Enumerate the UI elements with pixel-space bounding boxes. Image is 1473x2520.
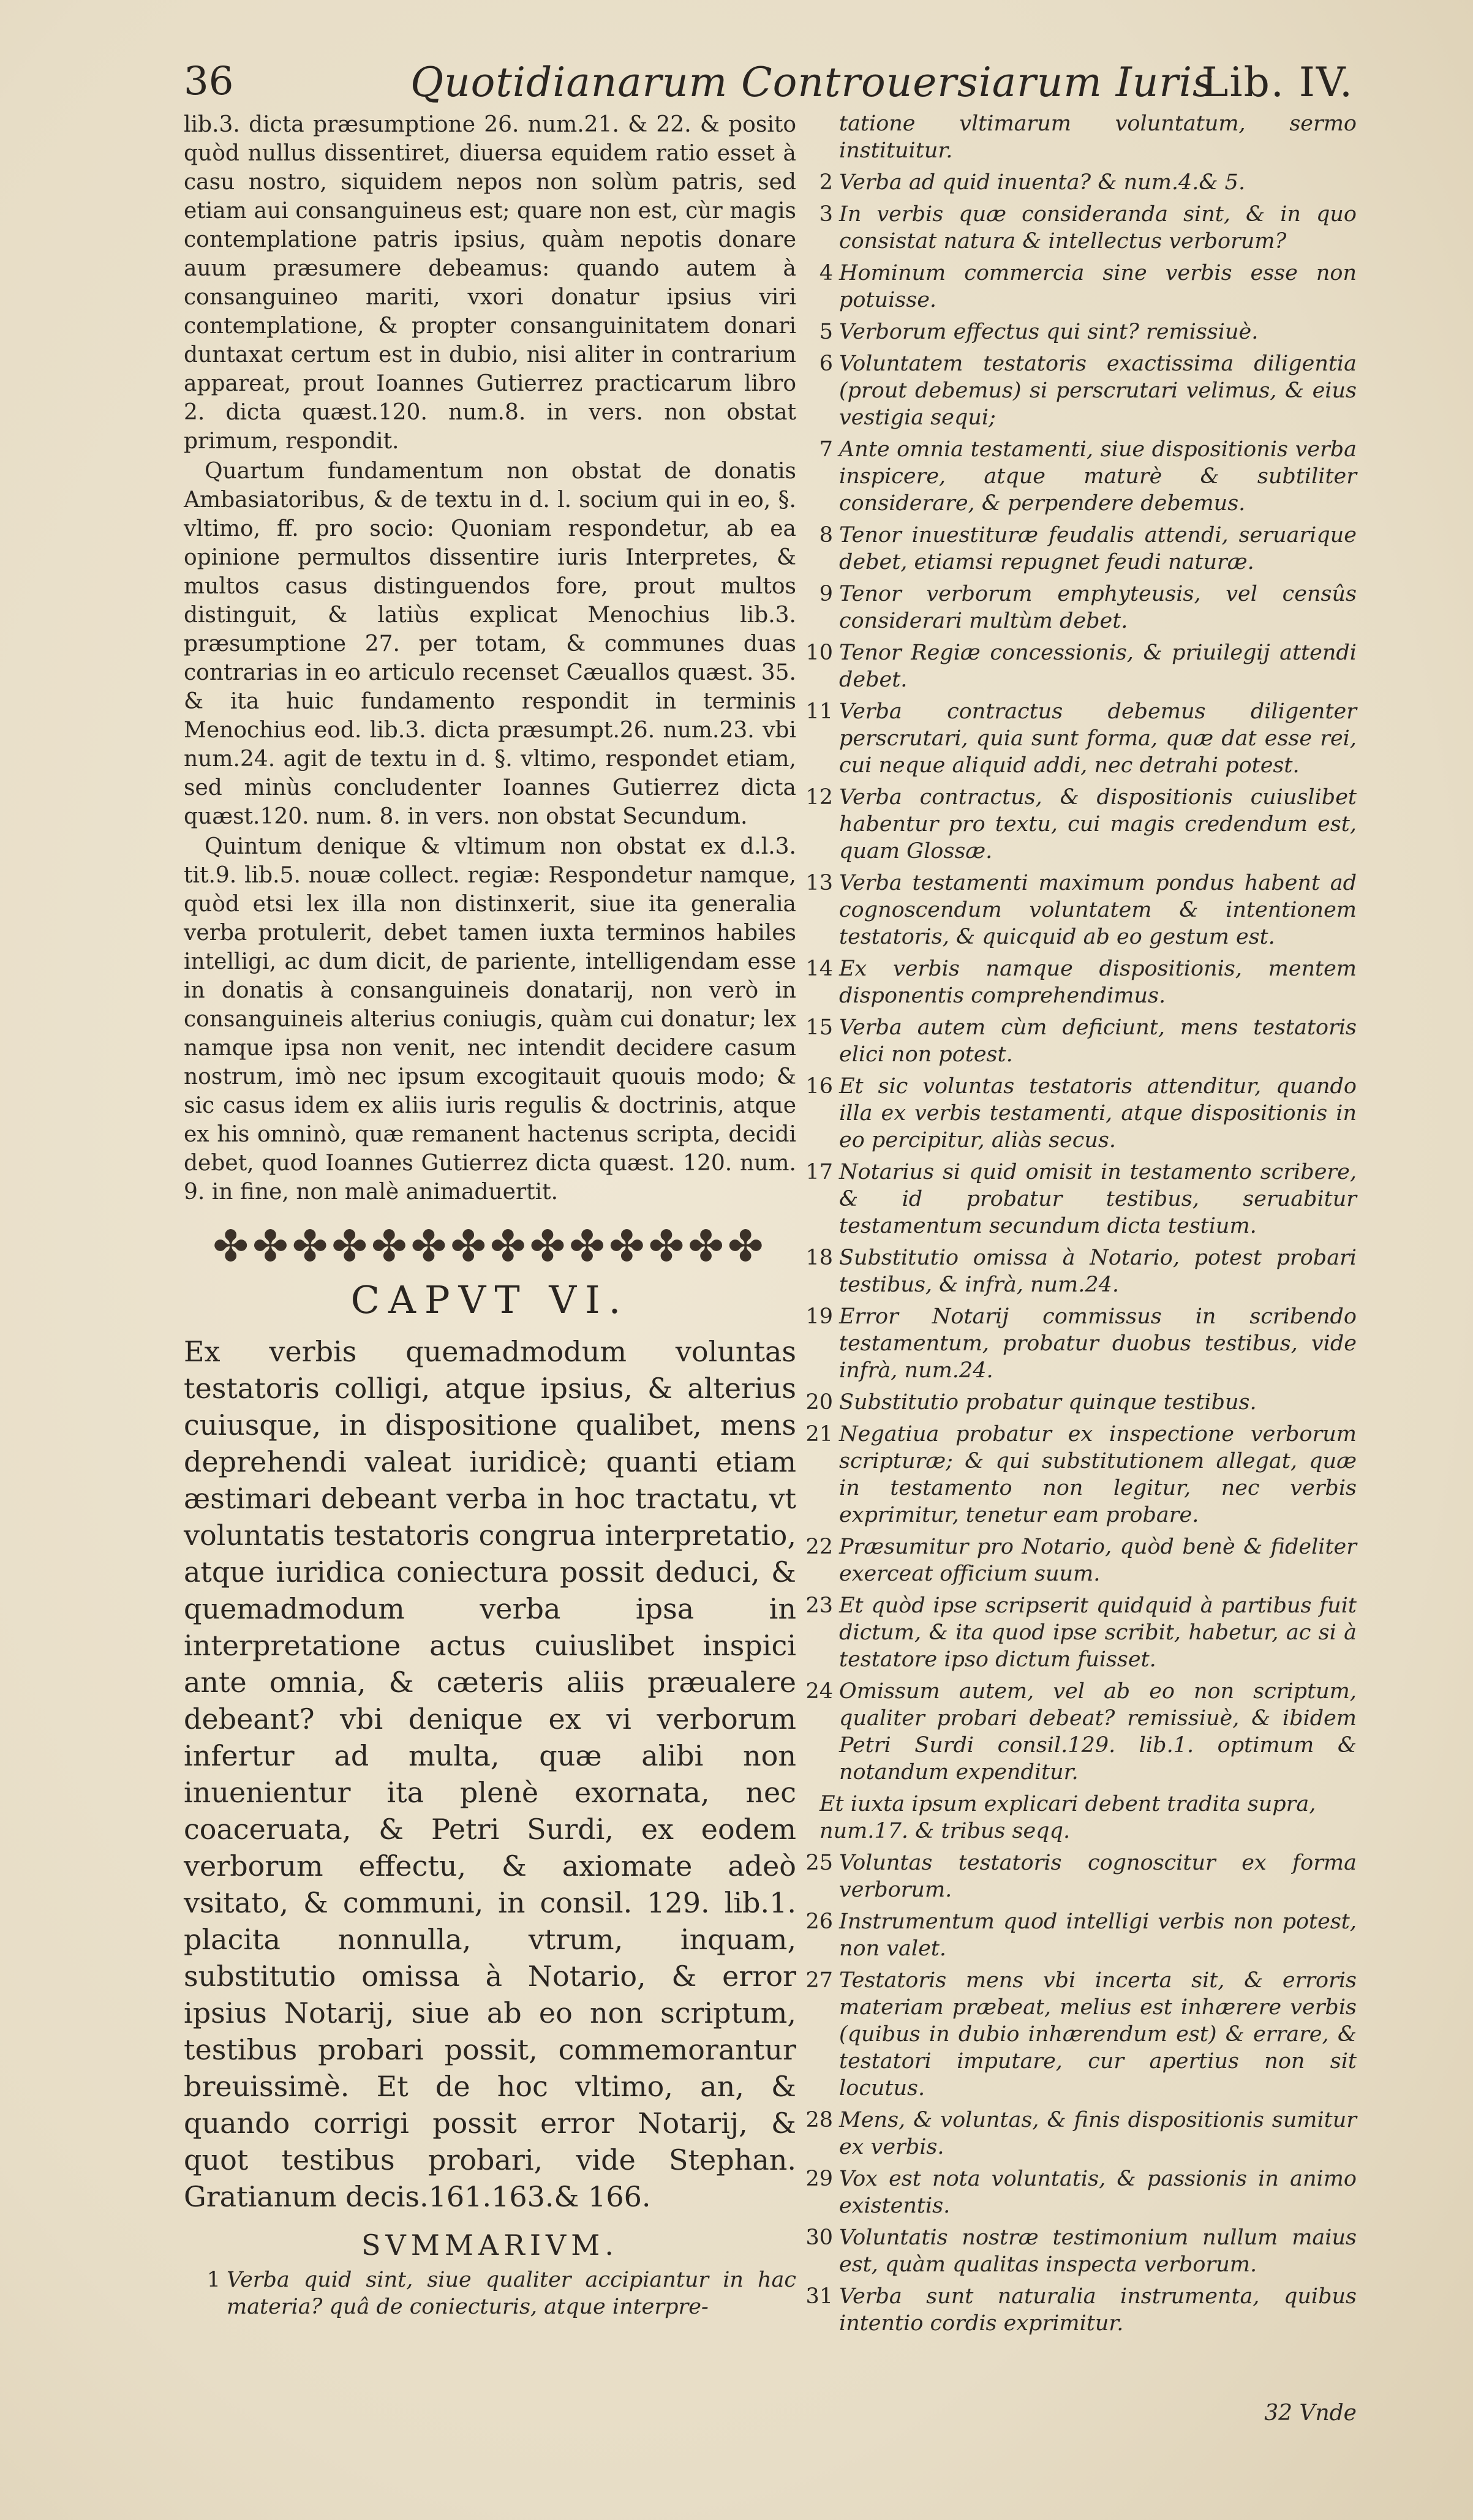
summary-item-number: 3 — [819, 202, 833, 227]
summary-item-text: Et quòd ipse scripserit quidquid à partibus fuit dictum, & ita quod ipse scribit, habetur, ac si à testatore ipso dictum fuisset. — [839, 1593, 1357, 1672]
summary-item-number: 5 — [819, 320, 833, 344]
summary-item — [796, 522, 1357, 576]
summary-item-text: Notarius si quid omisit in testamento scribere, & id probatur testibus, seruabitur testamentum secundum dicta testium. — [839, 1160, 1357, 1238]
summary-item — [796, 2224, 1357, 2278]
summary-item-number: 17 — [805, 1160, 833, 1184]
summary-item — [796, 436, 1357, 517]
summary-item-text: Tenor verborum emphyteusis, vel censûs considerari multùm debet. — [839, 582, 1357, 633]
summary-item-number: 21 — [805, 1422, 833, 1446]
summary-item-text: Testatoris mens vbi incerta sit, & erroris materiam præbeat, melius est inhærere verbis (quibus in dubio inhærendum est) & errare, & testatori imputare, cur apertius non sit locutus. — [839, 1968, 1357, 2101]
summary-item-number: 20 — [805, 1390, 833, 1415]
summary-item-number: 18 — [805, 1246, 833, 1270]
summary-item-number: 4 — [819, 261, 833, 285]
summary-item-text: Verborum effectus qui sint? remissiuè. — [839, 320, 1259, 344]
running-title: Quotidianarum Controuersiarum Iuris — [410, 59, 1214, 106]
summary-item-number: 8 — [819, 523, 833, 547]
summary-item — [796, 1244, 1357, 1298]
summary-item — [796, 1592, 1357, 1673]
right-column — [796, 110, 1357, 2342]
summary-item-text: Hominum commercia sine verbis esse non potuisse. — [839, 261, 1357, 312]
summary-item-text: Negatiua probatur ex inspectione verborum scripturæ; & qui substitutionem allegat, quæ in testamento non legitur, nec verbis exprimitur, tenetur eam probare. — [839, 1422, 1357, 1527]
summary-item — [796, 1849, 1357, 1903]
summary-item-number: 16 — [805, 1074, 833, 1099]
summary-item-number: 23 — [805, 1593, 833, 1618]
summary-item-number: 28 — [805, 2108, 833, 2132]
summary-item — [796, 169, 1357, 196]
summary-item-number: 26 — [805, 1909, 833, 1934]
summary-item — [796, 1421, 1357, 1529]
summary-item-number: 12 — [805, 785, 833, 810]
summary-item-number: 31 — [805, 2284, 833, 2309]
summary-item-text: Instrumentum quod intelligi verbis non potest, non valet. — [839, 1909, 1357, 1961]
summary-item — [796, 698, 1357, 779]
summary-item — [796, 2283, 1357, 2337]
summary-item — [796, 260, 1357, 314]
summary-list-continued — [796, 1849, 1357, 2337]
summary-item-number: 9 — [819, 582, 833, 606]
summary-item-text: Præsumitur pro Notario, quòd benè & fideliter exerceat officium suum. — [839, 1535, 1357, 1586]
left-column — [184, 110, 796, 2325]
chapter-argument: Ex verbis quemadmodum voluntas testatoris colligi, atque ipsius, & alterius cuiusque, in dispositione qualibet, mens deprehendi valeat iuridicè; quanti etiam æstimari debeant verba in hoc tractatu, vt voluntatis testatoris congrua interpretatio, atque iuridica coniectura possit deduci, & quemadmodum verba ipsa in interpretatione actus cuiuslibet inspici ante omnia, & cæteris aliis præualere debeant? vbi denique ex vi verborum infertur ad multa, quæ alibi non inuenientur ita plenè exornata, nec coaceruata, & Petri Surdi, ex eodem verborum effectu, & axiomate adeò vsitato, & communi, in consil. 129. lib.1. placita nonnulla, vtrum, inquam, substitutio omissa à Notario, & error ipsius Notarij, siue ab eo non scriptum, testibus probari possit, commemorantur breuissimè. Et de hoc vltimo, an, & quando corrigi possit error Notarij, & quot testibus probari, vide Stephan. Gratianum decis.161.163.& 166. — [184, 1335, 796, 2213]
summary-item-text: Voluntatem testatoris exactissima diligentia (prout debemus) si perscrutari velimus, & eius vestigia sequi; — [839, 352, 1357, 430]
summary-item-text: Verba quid sint, siue qualiter accipiantur in hac materia? quâ de coniecturis, atque interpre- — [227, 2268, 796, 2319]
summary-item-text: Ex verbis namque dispositionis, mentem disponentis comprehendimus. — [839, 957, 1357, 1008]
summary-item-number: 6 — [819, 352, 833, 376]
summary-item — [796, 955, 1357, 1009]
summary-item-text: Verba contractus, & dispositionis cuiuslibet habentur pro textu, cui magis credendum est, quam Glossæ. — [839, 785, 1357, 863]
summary-item-text: Ante omnia testamenti, siue dispositionis verba inspicere, atque maturè & subtiliter considerare, & perpendere debemus. — [839, 437, 1357, 516]
summary-item — [796, 201, 1357, 255]
summary-item — [796, 1073, 1357, 1154]
summary-item — [796, 1967, 1357, 2102]
ornament-divider: ✤✤✤✤✤✤✤✤✤✤✤✤✤✤ — [213, 1221, 767, 1271]
running-header — [184, 59, 1354, 114]
summary-item-continuation: tatione vltimarum voluntatum, sermo instituitur. — [839, 111, 1357, 163]
summary-item-text: Tenor inuestituræ feudalis attendi, seruarique debet, etiamsi repugnet feudi naturæ. — [839, 523, 1357, 574]
summary-item-text: Verba testamenti maximum pondus habent ad cognoscendum voluntatem & intentionem testatoris, & quicquid ab eo gestum est. — [839, 871, 1357, 949]
paragraph-continuation: lib.3. dicta præsumptione 26. num.21. & 22. & posito quòd nullus dissentiret, diuersa equidem ratio esset à casu nostro, siquidem nepos non solùm patris, sed etiam aui consanguineus est; quare non est, cùr magis contemplatione patris ipsius, quàm nepotis donare auum præsumere debeamus: quando autem à consanguineo mariti, vxori donatur ipsius viri contemplatione, & propter consanguinitatem donari duntaxat certum est in dubio, nisi aliter in contrarium appareat, prout Ioannes Gutierrez practicarum libro 2. dicta quæst.120. num.8. in vers. non obstat primum, respondit. — [184, 112, 796, 454]
summary-item — [796, 1159, 1357, 1239]
summary-item-text: Voluntatis nostræ testimonium nullum maius est, quàm qualitas inspecta verborum. — [839, 2225, 1357, 2277]
summary-item — [796, 318, 1357, 345]
summary-item — [796, 1533, 1357, 1587]
summary-item-number: 27 — [805, 1968, 833, 1993]
summary-item-text: Verba autem cùm deficiunt, mens testatoris elici non potest. — [839, 1015, 1357, 1067]
summary-heading: SVMMARIVM. — [361, 2229, 619, 2262]
summary-item-number: 30 — [805, 2225, 833, 2250]
catchword: 32 Vnde — [1264, 2401, 1357, 2426]
summary-item-text: Voluntas testatoris cognoscitur ex forma verborum. — [839, 1851, 1357, 1902]
summary-item — [796, 1908, 1357, 1962]
summary-item-text: Error Notarij commissus in scribendo testamentum, probatur duobus testibus, vide infrà, num.24. — [839, 1304, 1357, 1383]
summary-item — [796, 639, 1357, 693]
summary-list — [796, 169, 1357, 1786]
summary-item — [796, 870, 1357, 950]
summary-item-text: Substitutio probatur quinque testibus. — [839, 1390, 1257, 1415]
summary-item-text: Substitutio omissa à Notario, potest probari testibus, & infrà, num.24. — [839, 1246, 1357, 1297]
summary-item-text: Verba sunt naturalia instrumenta, quibus intentio cordis exprimitur. — [839, 2284, 1357, 2336]
summary-item-number: 2 — [819, 170, 833, 195]
summary-item-text: Verba ad quid inuenta? & num.4.& 5. — [839, 170, 1246, 195]
summary-item-number: 22 — [805, 1535, 833, 1559]
summary-item-number: 24 — [805, 1679, 833, 1704]
summary-item-number: 13 — [805, 871, 833, 895]
summary-item-number: 10 — [805, 641, 833, 665]
summary-item — [796, 2165, 1357, 2219]
summary-item-number: 19 — [805, 1304, 833, 1329]
summary-item — [796, 2107, 1357, 2161]
summary-item-number: 29 — [805, 2167, 833, 2191]
summary-item-number: 11 — [805, 699, 833, 724]
paragraph-quartum: Quartum fundamentum non obstat de donatis Ambasiatoribus, & de textu in d. l. socium qui in eo, §. vltimo, ff. pro socio: Quoniam respondetur, ab ea opinione permultos dissentire iuris Interpretes, & multos casus distinguendos fore, prout multos distinguit, & latiùs explicat Menochius lib.3. præsumptione 27. per totam, & communes duas contrarias in eo articulo recenset Cæuallos quæst. 35. & ita huic fundamento respondit in terminis Menochius eod. lib.3. dicta præsumpt.26. num.23. vbi num.24. agit de textu in d. §. vltimo, respondet etiam, sed minùs concludenter Ioannes Gutierrez dicta quæst.120. num. 8. in vers. non obstat Secundum. — [184, 459, 796, 829]
summary-item — [184, 2266, 796, 2320]
summary-item — [796, 784, 1357, 865]
summary-item-text: Et sic voluntas testatoris attenditur, quando illa ex verbis testamenti, atque dispositionis in eo percipitur, aliàs secus. — [839, 1074, 1357, 1153]
summary-item-number: 14 — [805, 957, 833, 981]
summary-item-text: Vox est nota voluntatis, & passionis in animo existentis. — [839, 2167, 1357, 2218]
summary-item-text: Mens, & voluntas, & finis dispositionis sumitur ex verbis. — [839, 2108, 1357, 2159]
summary-item — [796, 1678, 1357, 1786]
summary-item-number: 25 — [805, 1851, 833, 1875]
summary-item-number: 7 — [819, 437, 833, 462]
summary-item — [796, 1389, 1357, 1416]
summary-item — [796, 1014, 1357, 1068]
summary-item-text: Verba contractus debemus diligenter perscrutari, quia sunt forma, quæ dat esse rei, cui neque aliquid addi, nec detrahi potest. — [839, 699, 1357, 778]
summary-item-number: 15 — [805, 1015, 833, 1040]
chapter-heading: CAPVT VI. — [350, 1277, 630, 1322]
summary-item-text: In verbis quæ consideranda sint, & in quo consistat natura & intellectus verborum? — [839, 202, 1357, 254]
summary-item-number: 1 — [206, 2268, 220, 2292]
summary-item-text: Tenor Regiæ concessionis, & priuilegij attendi debet. — [839, 641, 1357, 692]
page-number: 36 — [184, 59, 234, 104]
summary-item-text: Omissum autem, vel ab eo non scriptum, qualiter probari debeat? remissiuè, & ibidem Petri Surdi consil.129. lib.1. optimum & notandum expenditur. — [839, 1679, 1357, 1785]
book-number: Lib. IV. — [1201, 59, 1354, 106]
summary-item — [796, 350, 1357, 431]
summary-item — [796, 1303, 1357, 1384]
paragraph-quintum: Quintum denique & vltimum non obstat ex d.l.3. tit.9. lib.5. nouæ collect. regiæ: Respondetur namque, quòd etsi lex illa non distinxerit, siue ita generalia verba protulerit, debet tamen iuxta terminos habiles intelligi, ac dum dicit, de pariente, intelligendam esse in donatis à consanguineis donatarij, non verò in consanguineis alterius coniugis, quàm cui donatur; lex namque ipsa non venit, nec intendit decidere casum nostrum, imò nec ipsum excogitauit quouis modo; & sic casus idem ex aliis iuris regulis & doctrinis, atque ex his omninò, quæ remanent hactenus scripta, decidi debet, quod Ioannes Gutierrez dicta quæst. 120. num. 9. in fine, non malè animaduertit. — [184, 834, 796, 1205]
summary-note: Et iuxta ipsum explicari debent tradita supra, num.17. & tribus seqq. — [819, 1792, 1316, 1843]
summary-item — [796, 581, 1357, 634]
